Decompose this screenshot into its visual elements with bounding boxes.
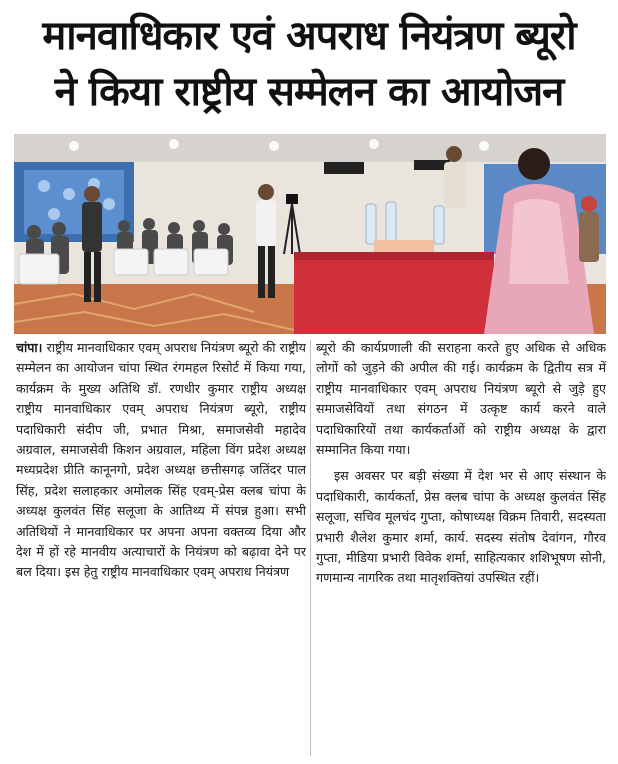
event-photo [14, 134, 606, 334]
article-right-paragraph-1: ब्यूरो की कार्यप्रणाली की सराहना करते हुए अधिक से अधिक लोगों को जुड़ने की अपील की गई। कार्यक्रम के द्वितीय सत्र में राष्ट्रीय मानवाधिकार एवम् अपराध नियंत्रण ब्यूरो से जुड़े हुए समाजसेवियों तथा संगठन में उत्कृष्ट कार्य करने वाले पदाधिकारियों तथा कार्यकर्ताओं को राष्ट्रीय अध्यक्ष के द्वारा सम्मानित किया गया। [316, 340, 606, 458]
article-paragraph-1 [16, 338, 306, 583]
headline-line-1: मानवाधिकार एवं अपराध नियंत्रण ब्यूरो [42, 13, 576, 59]
dateline: चांपा। [16, 340, 43, 355]
article-column-right [316, 338, 606, 758]
article-column-left [16, 338, 306, 758]
article-right-paragraph-2: इस अवसर पर बड़ी संख्या में देश भर से आए संस्थान के पदाधिकारी, कार्यकर्ता, प्रेस क्लब चांपा के अध्यक्ष कुलवंत सिंह सलूजा, सचिव मूलचंद गुप्ता, कोषाध्यक्ष विक्रम तिवारी, सदस्यता प्रभारी शैलेश कुमार शर्मा, कार्य. सदस्य संतोष देवांगन, गौरव गुप्ता, मीडिया प्रभारी विवेक शर्मा, साहित्यकार शशिभूषण सोनी, गणमान्य नागरिक तथा मातृशक्तियां उपस्थित रहीं। [316, 468, 606, 586]
headline-line-2: ने किया राष्ट्रीय सम्मेलन का आयोजन [54, 69, 564, 115]
column-divider [310, 340, 311, 756]
article-left-text: राष्ट्रीय मानवाधिकार एवम् अपराध नियंत्रण ब्यूरो की राष्ट्रीय सम्मेलन का आयोजन चांपा स्थित रंगमहल रिसोर्ट में किया गया, कार्यक्रम के मुख्य अतिथि डॉ. रणधीर कुमार राष्ट्रीय अध्यक्ष राष्ट्रीय मानवाधिकार एवम् अपराध नियंत्रण ब्यूरो, राष्ट्रीय पदाधिकारी संदीप जी, प्रभात मिश्रा, समाजसेवी महादेव अग्रवाल, समाजसेवी किशन अग्रवाल, महिला विंग प्रदेश अध्यक्ष मध्यप्रदेश प्रीति कानूनगो, प्रदेश अध्यक्ष छत्तीसगढ़ जतिंदर पाल सिंह, प्रदेश सलाहकार अमोलक सिंह एवम्-प्रेस क्लब चांपा के अध्यक्ष कुलवंत सिंह सलूजा के आतिथ्य में संपन्न हुआ। सभी अतिथियों ने मानवाधिकार पर अपना अपना वक्तव्य दिया और देश में हों रहे मानवीय अत्याचारों के नियंत्रण को बढ़ावा देने पर बल दिया। इस हेतु राष्ट्रीय मानवाधिकार एवम् अपराध नियंत्रण [16, 340, 306, 580]
headline [0, 8, 618, 120]
